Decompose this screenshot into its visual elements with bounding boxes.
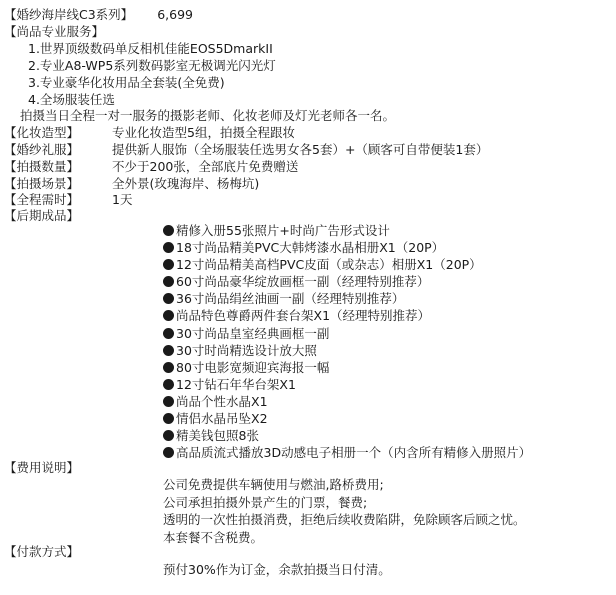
detail-value: 提供新人服饰（全场服装任选男女各5套）+（顾客可自带便装1套） <box>112 142 489 157</box>
detail-label: 【全程需时】 <box>4 192 80 207</box>
service-item: 2.专业A8-WP5系列数码影室无极调光闪光灯 <box>28 58 276 73</box>
fee-item: 本套餐不含税费。 <box>163 529 264 545</box>
bullet-icon <box>163 345 174 356</box>
fee-item: 透明的一次性拍摄消费，拒绝后续收费陷阱，免除顾客后顾之忧。 <box>163 512 526 527</box>
service-item: 4.全场服装任选 <box>28 92 115 107</box>
package-header <box>4 6 193 23</box>
list-item: 12寸钻石年华台架X1 <box>163 376 531 393</box>
list-item: 80寸电影宽频迎宾海报一幅 <box>163 359 531 376</box>
payment-heading: 【付款方式】 <box>4 544 80 559</box>
service-item: 1.世界顶级数码单反相机佳能EOS5DmarkII <box>28 41 273 56</box>
products-list <box>163 222 531 461</box>
list-item: 精修入册55张照片+时尚广告形式设计 <box>163 222 531 239</box>
bullet-icon <box>163 225 174 236</box>
detail-label: 【婚纱礼服】 <box>4 142 80 157</box>
list-item: 尚品特色尊爵两件套台架X1（经理特别推荐） <box>163 307 531 324</box>
detail-label: 【拍摄场景】 <box>4 176 80 191</box>
bullet-icon <box>163 242 174 253</box>
detail-value: 不少于200张，全部底片免费赠送 <box>112 159 299 174</box>
bullet-icon <box>163 413 174 424</box>
detail-row-quantity <box>4 158 298 175</box>
bullet-icon <box>163 447 174 458</box>
package-price: 6,699 <box>157 7 193 22</box>
detail-value: 1天 <box>112 192 133 207</box>
fees-list <box>163 476 526 546</box>
products-heading: 【后期成品】 <box>4 208 80 223</box>
list-item: 尚品个性水晶X1 <box>163 393 531 410</box>
list-item: 高品质流式播放3D动感电子相册一个（内含所有精修入册照片） <box>163 444 531 461</box>
fee-item: 公司承担拍摄外景产生的门票，餐费; <box>163 494 368 510</box>
detail-row-makeup <box>4 124 295 141</box>
bullet-icon <box>163 259 174 270</box>
list-item: 精美钱包照8张 <box>163 427 531 444</box>
bullet-icon <box>163 293 174 304</box>
service-note: 拍摄当日全程一对一服务的摄影老师、化妆老师及灯光老师各一名。 <box>20 108 396 123</box>
detail-label: 【拍摄数量】 <box>4 159 80 174</box>
service-heading: 【尚品专业服务】 <box>4 24 105 39</box>
detail-row-duration <box>4 191 132 208</box>
list-item: 12寸尚品精美高档PVC皮面（或杂志）相册X1（20P） <box>163 256 531 273</box>
fee-item: 公司免费提供车辆使用与燃油,路桥费用; <box>163 477 384 492</box>
bullet-icon <box>163 310 174 321</box>
list-item: 36寸尚品绢丝油画一副（经理特别推荐） <box>163 290 531 307</box>
service-item: 3.专业豪华化妆用品全套装(全免费) <box>28 75 225 90</box>
detail-label: 【化妆造型】 <box>4 125 80 140</box>
detail-value: 专业化妆造型5组，拍摄全程跟妆 <box>112 125 295 140</box>
package-title: 【婚纱海岸线C3系列】 <box>4 7 134 22</box>
bullet-icon <box>163 328 174 339</box>
bullet-icon <box>163 379 174 390</box>
list-item: 18寸尚品精美PVC大韩烤漆水晶相册X1（20P） <box>163 239 531 256</box>
list-item: 情侣水晶吊坠X2 <box>163 410 531 427</box>
bullet-icon <box>163 362 174 373</box>
payment-text: 预付30%作为订金，余款拍摄当日付清。 <box>163 562 391 577</box>
list-item: 30寸尚品皇室经典画框一副 <box>163 325 531 342</box>
bullet-icon <box>163 276 174 287</box>
list-item: 30寸时尚精选设计放大照 <box>163 342 531 359</box>
bullet-icon <box>163 430 174 441</box>
detail-row-scene <box>4 175 259 192</box>
fees-heading: 【费用说明】 <box>4 460 80 475</box>
detail-row-dress <box>4 141 488 158</box>
detail-value: 全外景(玫瑰海岸、杨梅坑) <box>112 176 260 191</box>
bullet-icon <box>163 396 174 407</box>
list-item: 60寸尚品豪华绽放画框一副（经理特别推荐） <box>163 273 531 290</box>
